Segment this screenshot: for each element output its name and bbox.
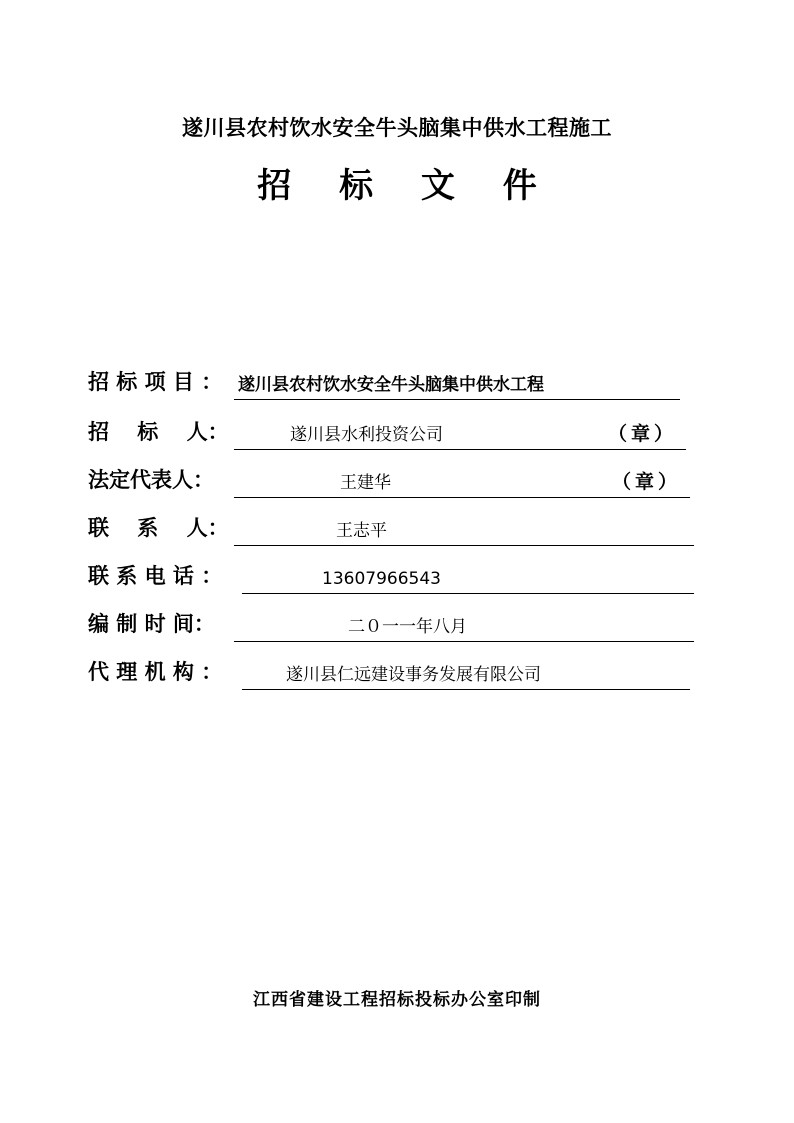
tenderer-label: 招 标 人： [88, 419, 229, 444]
project-label: 招 标 项 目 ： [88, 369, 223, 394]
project-underline [234, 399, 680, 400]
contact-underline [234, 545, 694, 546]
field-project [88, 360, 688, 400]
field-phone [88, 554, 694, 594]
tenderer-value: 遂川县水利投资公司 [290, 425, 443, 445]
project-value: 遂川县农村饮水安全牛头脑集中供水工程 [238, 375, 544, 395]
legal-rep-label: 法定代表人： [88, 467, 214, 492]
field-tenderer [88, 410, 688, 450]
footer-printer: 江西省建设工程招标投标办公室印制 [253, 990, 541, 1010]
date-label: 编 制 时 间： [88, 611, 215, 636]
legal-rep-seal: （章） [612, 471, 682, 493]
tenderer-underline [234, 449, 686, 450]
legal-rep-underline [234, 497, 690, 498]
date-value: 二０一一年八月 [348, 617, 467, 637]
legal-rep-value: 王建华 [340, 473, 391, 493]
phone-value: 13607966543 [322, 569, 441, 589]
agency-underline [242, 689, 690, 690]
agency-value: 遂川县仁远建设事务发展有限公司 [286, 665, 541, 685]
date-underline [234, 641, 694, 642]
agency-label: 代 理 机 构 ： [88, 659, 223, 684]
contact-value: 王志平 [336, 521, 387, 541]
contact-label: 联 系 人： [88, 515, 229, 540]
field-contact [88, 506, 694, 546]
tenderer-seal: （章） [608, 423, 678, 445]
document-title: 招 标 文 件 [257, 166, 555, 206]
phone-underline [242, 593, 694, 594]
field-date [88, 602, 694, 642]
field-agency [88, 650, 692, 690]
field-legal-rep [88, 458, 692, 498]
phone-label: 联 系 电 话 ： [88, 563, 223, 588]
document-subtitle: 遂川县农村饮水安全牛头脑集中供水工程施工 [182, 115, 612, 140]
